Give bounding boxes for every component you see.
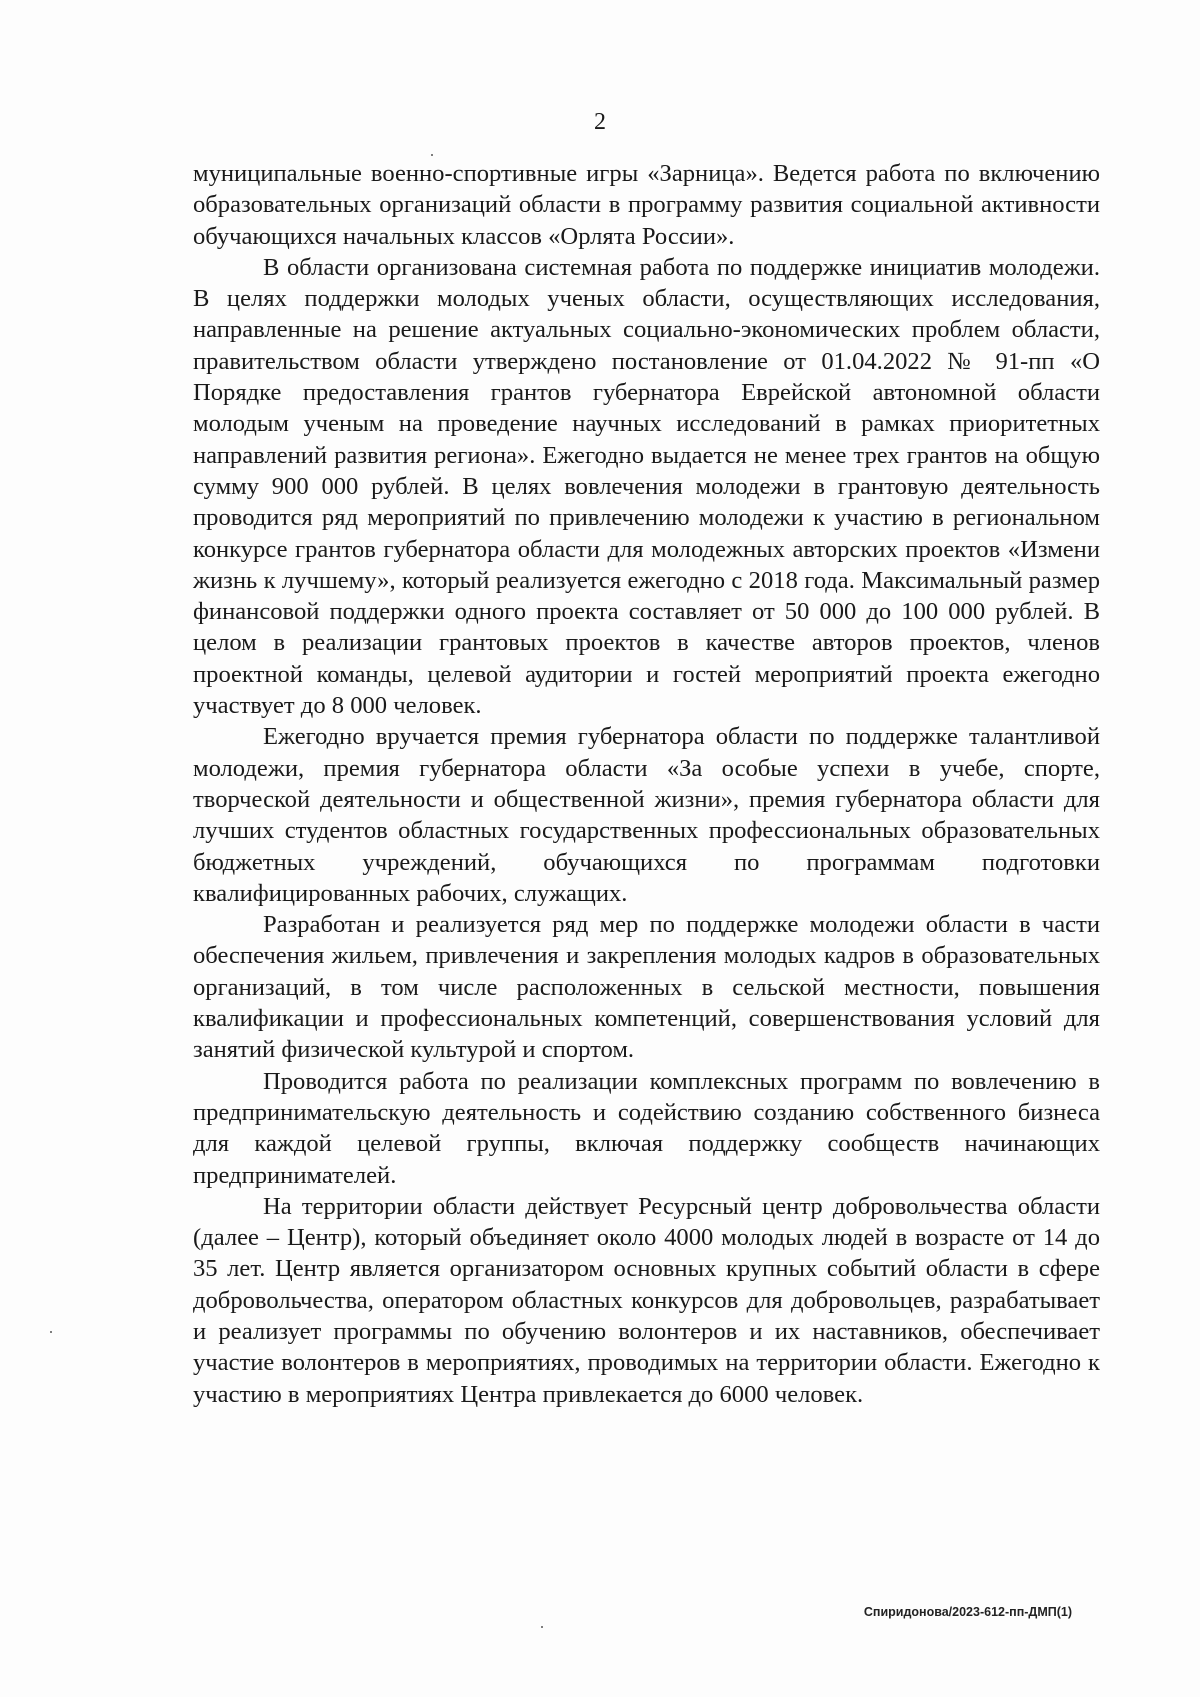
paragraph-volunteer-center: На территории области действует Ресурсный центр добровольчества области (далее – Центр), который объединяет около 4000 молодых людей в возрасте от 14 до 35 лет. Центр является организатором основных крупных событий области в сфере добровольчества, оператором областных конкурсов для добровольцев, разрабатывает и реализует программы по обучению волонтеров и их наставников, обеспечивает участие волонтеров в мероприятиях, проводимых на территории области. Ежегодно к участию в мероприятиях Центра привлекается до 6000 человек.	[193, 1192, 1100, 1408]
paragraph-youth-initiatives: В области организована системная работа по поддержке инициатив молодежи. В целях поддержки молодых ученых области, осуществляющих исследования, направленные на решение актуальных социально-экономических проблем области, правительством области утверждено постановление от 01.04.2022 № 91-пп «О Порядке предоставления грантов губернатора Еврейской автономной области молодым ученым на проведение научных исследований в рамках приоритетных направлений развития региона». Ежегодно выдается не менее трех грантов на общую сумму 900 000 рублей. В целях вовлечения молодежи в грантовую деятельность проводится ряд мероприятий по привлечению молодежи к участию в региональном конкурсе грантов губернатора области для молодежных авторских проектов «Измени жизнь к лучшему», который реализуется ежегодно с 2018 года. Максимальный размер финансовой поддержки одного проекта составляет от 50 000 до 100 000 рублей. В целом в реализации грантовых проектов в качестве авторов проектов, членов проектной команды, целевой аудитории и гостей мероприятий проекта ежегодно участвует до 8 000 человек.	[193, 253, 1100, 720]
scan-speck	[431, 154, 433, 156]
paragraph-continuation: муниципальные военно-спортивные игры «Зарница». Ведется работа по включению образовательных организаций области в программу развития социальной активности обучающихся начальных классов «Орлята России».	[193, 160, 1100, 250]
document-body	[193, 158, 1100, 1410]
scan-speck	[541, 1626, 543, 1628]
scan-speck	[50, 1331, 52, 1333]
paragraph-youth-support-measures: Разработан и реализуется ряд мер по поддержке молодежи области в части обеспечения жильем, привлечения и закрепления молодых кадров в образовательных организаций, в том числе расположенных в сельской местности, повышения квалификации и профессиональных компетенций, совершенствования условий для занятий физической культурой и спортом.	[193, 911, 1100, 1064]
paragraph-governor-awards: Ежегодно вручается премия губернатора области по поддержке талантливой молодежи, премия губернатора области «За особые успехи в учебе, спорте, творческой деятельности и общественной жизни», премия губернатора области для лучших студентов областных государственных профессиональных образовательных бюджетных учреждений, обучающихся по программам подготовки квалифицированных рабочих, служащих.	[193, 723, 1100, 907]
page-number: 2	[594, 109, 606, 135]
document-footer-code: Спиридонова/2023-612-пп-ДМП(1)	[863, 1605, 1072, 1619]
paragraph-entrepreneurship: Проводится работа по реализации комплексных программ по вовлечению в предпринимательскую деятельность и содействию созданию собственного бизнеса для каждой целевой группы, включая поддержку сообществ начинающих предпринимателей.	[193, 1067, 1100, 1189]
